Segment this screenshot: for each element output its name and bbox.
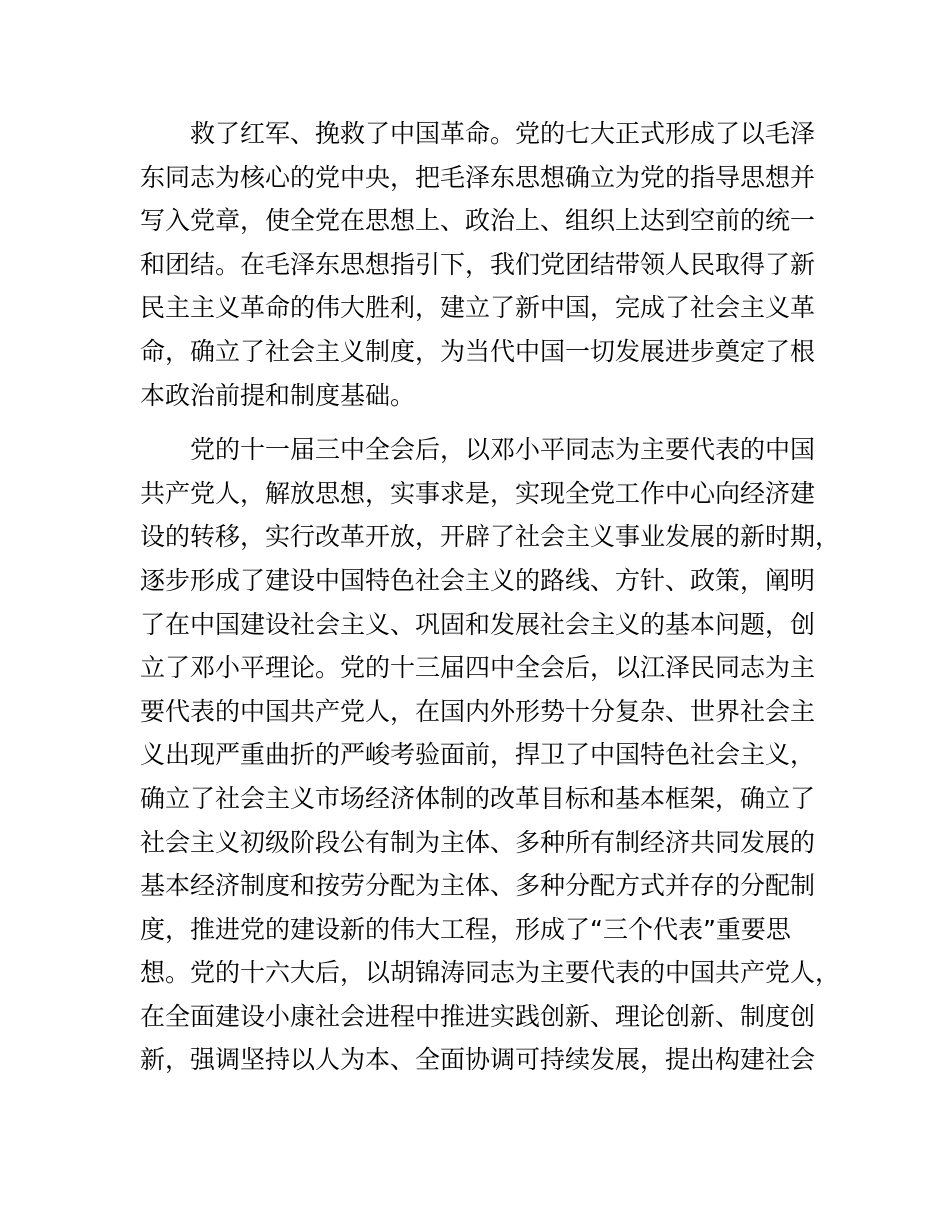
text-line: 本政治前提和制度基础。 [140,380,416,410]
text-line: 度，推进党的建设新的伟大工程，形成了“三个代表”重要思 [140,914,791,944]
text-line: 要代表的中国共产党人，在国内外形势十分复杂、世界社会主 [140,696,816,726]
text-line: 共产党人，解放思想，实事求是，实现全党工作中心向经济建 [140,478,816,508]
text-line: 新，强调坚持以人为本、全面协调可持续发展，提出构建社会 [140,1045,816,1075]
text-line: 在全面建设小康社会进程中推进实践创新、理论创新、制度创 [140,1001,816,1031]
text-line: 了在中国建设社会主义、巩固和发展社会主义的基本问题，创 [140,609,816,639]
text-line: 确立了社会主义市场经济体制的改革目标和基本框架，确立了 [140,783,816,813]
text-line: 设的转移，实行改革开放，开辟了社会主义事业发展的新时期， [140,522,841,552]
document-body [140,112,860,1093]
text-line: 党的十一届三中全会后，以邓小平同志为主要代表的中国 [190,435,816,465]
text-line: 社会主义初级阶段公有制为主体、多种所有制经济共同发展的 [140,827,816,857]
text-line: 想。党的十六大后，以胡锦涛同志为主要代表的中国共产党人， [140,958,841,988]
text-line: 逐步形成了建设中国特色社会主义的路线、方针、政策，阐明 [140,565,816,595]
paragraph [140,428,860,1082]
text-line: 义出现严重曲折的严峻考验面前，捍卫了中国特色社会主义， [140,740,816,770]
text-line: 命，确立了社会主义制度，为当代中国一切发展进步奠定了根 [140,336,816,366]
text-line: 和团结。在毛泽东思想指引下，我们党团结带领人民取得了新 [140,249,816,279]
text-line: 写入党章，使全党在思想上、政治上、组织上达到空前的统一 [140,206,816,236]
text-line: 立了邓小平理论。党的十三届四中全会后，以江泽民同志为主 [140,653,816,683]
text-line: 民主主义革命的伟大胜利，建立了新中国，完成了社会主义革 [140,293,816,323]
text-line: 救了红军、挽救了中国革命。党的七大正式形成了以毛泽 [190,119,816,148]
paragraph [140,112,860,417]
text-line: 基本经济制度和按劳分配为主体、多种分配方式并存的分配制 [140,871,816,901]
text-line: 东同志为核心的党中央，把毛泽东思想确立为党的指导思想并 [140,162,816,192]
